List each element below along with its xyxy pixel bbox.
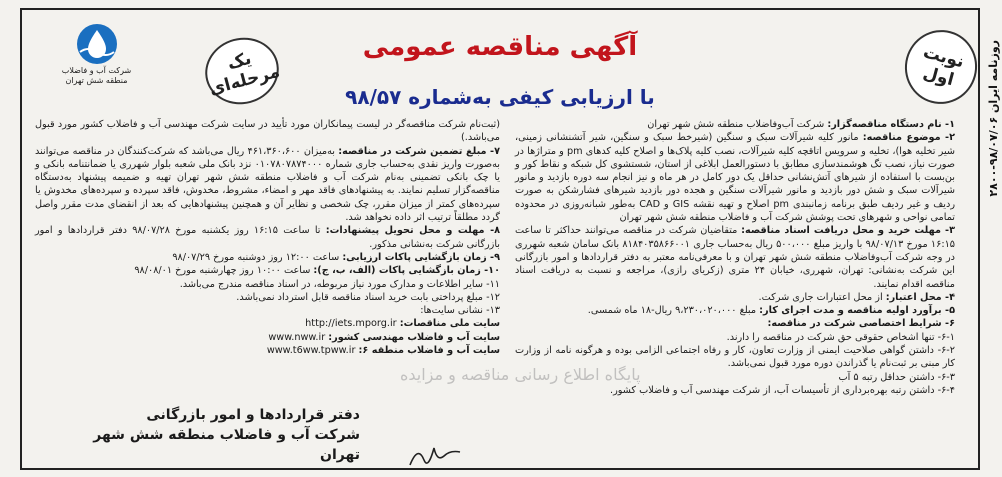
right-column-paragraph-lead: ۳- مهلت خرید و محل دریافت اسناد مناقصه: (741, 225, 955, 237)
right-column-paragraph-lead: ۲- موضوع مناقصه: (862, 132, 955, 144)
page-title: آگهی مناقصه عمومی (362, 32, 638, 62)
right-column-paragraph (515, 331, 955, 344)
left-column-paragraph-lead: ۷- مبلغ تضمین شرکت در مناقصه: (338, 145, 501, 157)
left-column-paragraph-text: ۱۲- مبلغ پرداختی بابت خرید اسناد مناقصه قابل استرداد نمی‌باشد. (236, 291, 500, 303)
right-column-paragraph (515, 291, 955, 304)
left-column-paragraph-text: http://iets.mporg.ir (305, 318, 400, 330)
signature-icon (405, 440, 465, 470)
left-column-paragraph (35, 291, 500, 304)
badge-one-stage: یک مرحله‌ای (198, 30, 287, 113)
right-column-paragraph-text: ۶-۳- داشتن حداقل رتبه ۵ آب (838, 371, 955, 383)
right-column-paragraph-text: مانور کلیه شیرآلات سبک و سنگین (شیرخط سبک و سنگین، شیر آتشنشانی زمینی، شیر تخلیه هوا)، تخلیه و سرویس اتاقچه کلیه شیرآلات، نصب کلیه پلاک‌ها و اصلاح کلیه کدهای pm و متراژها در صورت نیاز، نصب تگ هوشمندسازی مطابق با دستورالعمل ابلاغی از استان، شستشوی کل شبکه و نقاط کور و بن‌بست با استفاده از شیرهای آتش‌نشانی حداقل یک دور کامل در هر ماه و نیز انجام سه دوره بازدید و مانور شیرآلات سبک و شش دور بازدید و مانور شیرآلات سنگین و هجده دور بازدید شیرهای فشارشکن به صورت ردیف و غیر ردیف طبق برنامه زمانبندی pm اصلاح و تهیه نقشه GIS و CAD به‌طور شبانه‌روزی در محدوده تمامی نواحی و شهرهای تحت پوشش شرکت آب و فاضلاب منطقه شش شهر تهران (515, 132, 956, 224)
newspaper-sidebar (984, 40, 1000, 460)
page-subtitle: با ارزیابی کیفی به‌شماره ۹۸/۵۷ (345, 85, 655, 109)
right-column-paragraph-lead: ۵- برآورد اولیه مناقصه و مدت اجرای کار: (759, 305, 955, 317)
left-column-paragraph-lead: سایت آب و فاضلاب مهندسی کشور: (328, 331, 500, 343)
logo-line2: منطقه شش تهران (65, 75, 128, 85)
right-column-paragraph-text: ۶-۴- داشتن رتبه بهره‌برداری از تأسیسات آب، از شرکت مهندسی آب و فاضلاب کشور. (610, 384, 955, 396)
left-column-paragraph (35, 278, 500, 291)
left-column (35, 118, 500, 357)
left-column-paragraph-text: ۱۳- نشانی سایت‌ها: (420, 305, 500, 317)
right-column-paragraph-lead: ۴- محل اعتبار: (885, 291, 955, 303)
newspaper-reference: روزنامه ایران ۹۸/۰۷/۰۶-۲۸۰۰ (987, 40, 1000, 197)
right-column-paragraph-lead: ۶- شرایط اختصاصی شرکت در مناقصه: (767, 318, 955, 330)
left-column-paragraph (35, 304, 500, 317)
left-column-paragraph-text: ساعت ۱۲:۰۰ روز دوشنبه مورخ ۹۸/۰۷/۲۹ (172, 251, 343, 263)
right-column-paragraph-text: ۶-۱- تنها اشخاص حقوقی حق شرکت در مناقصه را دارند. (726, 331, 955, 343)
ad-header (20, 10, 980, 120)
left-column-paragraph (35, 224, 500, 251)
footer-line1: دفتر قراردادها و امور بازرگانی (146, 407, 360, 423)
left-column-paragraph (35, 251, 500, 264)
left-column-paragraph-text: (ثبت‌نام شرکت مناقصه‌گر در لیست پیمانکاران مورد تأیید در سایت شرکت مهندسی آب و فاضلاب کشور مورد قبول می‌باشد.) (35, 119, 500, 144)
right-column-paragraph-text: متقاضیان شرکت در مناقصه می‌توانند حداکثر تا ساعت ۱۶:۱۵ مورخ ۹۸/۰۷/۱۳ با واریز مبلغ ۵۰۰،۰۰۰ ریال به‌حساب جاری ۸۱۸۴۰۳۵۸۶۶۰۰۱ بانک سامان شعبه شهرری در وجه شرکت آب‌وفاضلاب منطقه شش شهر تهران و با معرفی‌نامه معتبر به دفتر قراردادها و امور بازرگانی این شرکت به‌نشانی: تهران، شهرری، خیابان ۲۴ متری (زکریای رازی)، مراجعه و نسبت به دریافت اسناد مناقصه اقدام نمایند. (515, 225, 955, 290)
right-column-paragraph (515, 317, 955, 330)
left-column-paragraph (35, 264, 500, 277)
right-column-paragraph (515, 131, 955, 224)
left-column-paragraph-lead: ۱۰- زمان بازگشایی پاکات (الف، ب، ج): (313, 265, 500, 277)
right-column-paragraph-text: شرکت آب‌وفاضلاب منطقه شش شهر تهران (647, 119, 828, 130)
left-column-paragraph (35, 145, 500, 225)
right-column-paragraph-text: مبلغ ۹،۲۳۰،۰۲۰،۰۰۰ ریال-۱۸ ماه شمسی. (587, 305, 760, 317)
left-column-paragraph-text: www.nww.ir (268, 331, 329, 343)
left-column-paragraph (35, 331, 500, 344)
watermark-text: پایگاه اطلاع رسانی مناقصه و مزایده (400, 365, 641, 384)
right-column-paragraph (515, 118, 955, 131)
left-column-paragraph (35, 317, 500, 330)
right-column-paragraph (515, 384, 955, 397)
left-column-paragraph-text: ساعت ۱۰:۰۰ روز چهارشنبه مورخ ۹۸/۰۸/۰۱ (134, 265, 314, 277)
footer-line2: شرکت آب و فاضلاب منطقه شش شهر تهران (93, 427, 360, 463)
right-column (515, 118, 955, 397)
left-column-paragraph-text: www.t6ww.tpww.ir (266, 345, 359, 357)
left-column-paragraph-text: ۱۱- سایر اطلاعات و مدارک مورد نیاز مربوطه، در اسناد مناقصه مندرج می‌باشد. (179, 278, 500, 290)
badge-first-round: نوبت اول (897, 22, 986, 112)
left-column-paragraph-lead: ۸- مهلت و محل تحویل پیشنهادات: (325, 225, 501, 237)
left-column-paragraph-text: به‌میزان ۴۶۱،۳۶۰،۶۰۰ ریال می‌باشد که شرکت‌کنندگان در مناقصه می‌توانند به‌صورت واریز نقدی به‌حساب جاری شماره ۰۱۰۷۸۰۷۸۷۴۰۰۰ نزد بانک ملی شعبه بلوار شهرری یا ضمانتنامه بانکی و یا چک بانکی تضمینی به‌نام شرکت آب و فاضلاب منطقه شش شهر تهران تهیه و ضمیمه پیشنهاد به‌دستگاه مناقصه‌گزار تسلیم نمایند. به پیشنهادهای فاقد مهر و امضاء، مشروط، مخدوش، فاقد سپرده و سپرده‌های مخدوش یا سپرده‌های کمتر از میزان مقرر، چک شخصی و نظایر آن و همچنین پیشنهادهایی که بعد از انقضای مدت مقرر واصل گردد مطلقاً ترتیب اثر داده نخواهد شد. (35, 145, 500, 224)
left-column-paragraph (35, 344, 500, 357)
left-column-paragraph-text: تا ساعت ۱۶:۱۵ روز یکشنبه مورخ ۹۸/۰۷/۲۸ دفتر قراردادها و امور بازرگانی شرکت به‌نشانی مذکور. (35, 225, 500, 250)
right-column-paragraph (515, 304, 955, 317)
right-column-paragraph-lead: ۱- نام دستگاه مناقصه‌گزار: (827, 119, 955, 130)
left-column-paragraph-lead: ۹- زمان بازگشایی پاکات ارزیابی: (342, 251, 500, 263)
right-column-paragraph-text: ۶-۲- داشتن گواهی صلاحیت ایمنی از وزارت تعاون، کار و رفاه اجتماعی الزامی بوده و هرگونه نامه از وزارت کار مبنی بر ثبت‌نام یا گذراندن دوره مورد قبول نمی‌باشد. (515, 345, 955, 370)
left-column-paragraph (35, 118, 500, 145)
right-column-paragraph-text: از محل اعتبارات جاری شرکت. (758, 291, 886, 303)
right-column-paragraph (515, 224, 955, 290)
footer-signature-block (60, 405, 360, 465)
logo-line1: شرکت آب و فاضلاب (61, 66, 132, 75)
left-column-paragraph-lead: سایت آب و فاضلاب منطقه ۶: (358, 345, 500, 357)
left-column-paragraph-lead: سایت ملی مناقصات: (399, 318, 500, 330)
